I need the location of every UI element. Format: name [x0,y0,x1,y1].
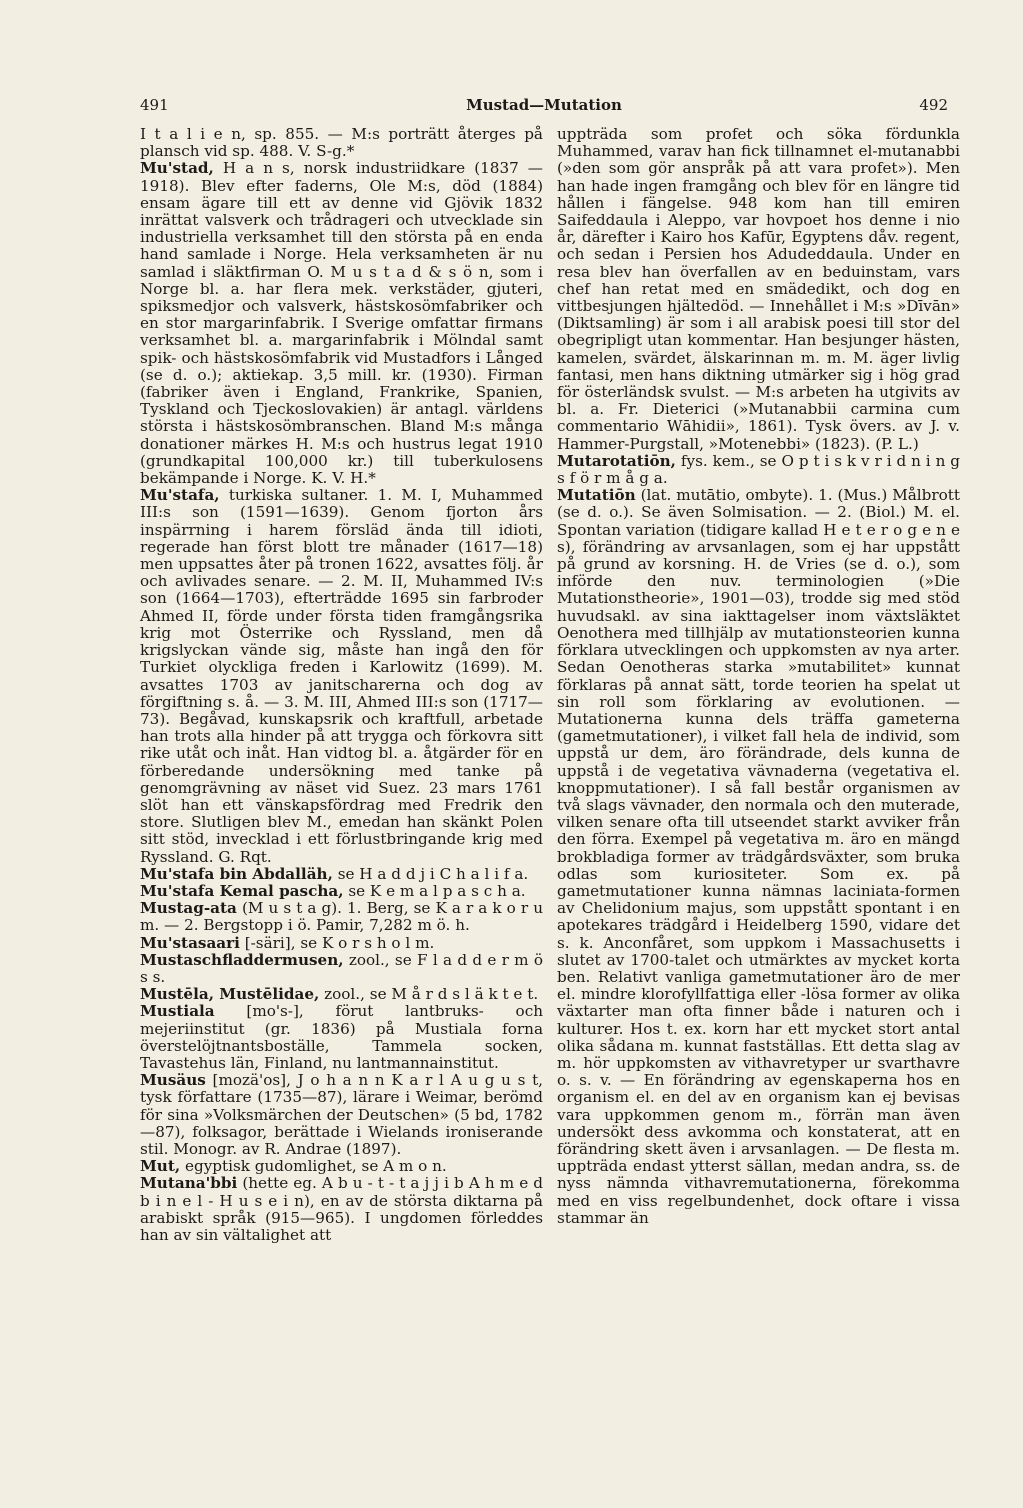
entry-italien-continued: I t a l i e n, sp. 855. — M:s porträtt återges på plansch vid sp. 488. V. S-g.* [140,125,543,161]
entry-mustad: Mu'stad, H a n s, norsk industriidkare (1837 —1918). Blev efter faderns, Ole M:s, död (1884) ensam ägare till ett av denne vid Gjövik 1832 inrättat valsverk och trådrageri och utvecklade sin industriella verksamhet till den största på en enda hand samlade i Norge. Hela verksamheten är nu samlad i släktfirman O. M u s t a d & s ö n, som i Norge bl. a. har flera mek. verkstäder, gjuteri, spiksmedjor och valsverk, hästskosömfabriker och en stor margarinfabrik. I Sverige omfattar firmans verksamhet bl. a. margarinfabrik i Mölndal samt spik- och hästskosömfabrik vid Mustadfors i Långed (se d. o.); aktiekap. 3,5 mill. kr. (1930). Firman (fabriker även i England, Frankrike, Spanien, Tyskland och Tjeckoslovakien) är antagl. världens största i hästskosömbranschen. Bland M:s många donationer märkes H. M:s och hustrus legat 1910 (grundkapital 100,000 kr.) till tuberkulosens bekämpande i Norge. K. V. H.* [140,159,543,488]
entry-mut: Mut, egyptisk gudomlighet, se A m o n. [140,1157,447,1176]
running-title: Mustad—Mutation [466,96,622,114]
page-header [140,96,948,118]
entry-mutanabbi-continued: uppträda som profet och söka fördunkla Muhammed, varav han fick tillnamnet el-mutanabbi (»den som gör anspråk på att vara profet»). Men han hade ingen framgång och blev för en längre tid hållen i fängelse. 948 kom han till emiren Saifeddaula i Aleppo, var hovpoet hos denne i nio år, därefter i Kairo hos Kafūr, Egyptens dåv. regent, och sedan i Persien hos Adudeddaula. Under en resa blev han överfallen av en beduinstam, vars chef han retat med en smädedikt, och dog en vittbesjungen hjältedöd. — Innehållet i M:s »Dīvān» (Diktsamling) är som i all arabisk poesi till stor del obegripligt utan kommentar. Han besjunger hästen, kamelen, svärdet, älskarinnan m. m. M. äger livlig fantasi, men hans diktning utmärker sig i hög grad för österländsk svulst. — M:s arbeten ha utgivits av bl. a. Fr. Dieterici (»Mutanabbii carmina cum commentario Wāhidii», 1861). Tysk övers. av J. v. Hammer-Purgstall, »Motenebbi» (1823). (P. L.) [557,125,960,453]
entry-mustela: Mustēla, Mustēlidae, zool., se M å r d s l ä k t e t. [140,985,539,1004]
page-number-right: 492 [919,96,948,114]
entry-mustafa: Mu'stafa, turkiska sultaner. 1. M. I, Muhammed III:s son (1591—1639). Genom fjorton års inspärrning i harem försläd ända till idioti, regerade han först blott tre månader (1617—18) men uppsattes åter på tronen 1622, avsattes följ. år och avlivades senare. — 2. M. II, Muhammed IV:s son (1664—1703), efterträdde 1695 sin farbroder Ahmed II, förde under första tiden framgångsrika krig mot Österrike och Ryssland, men då krigslyckan vände sig, måste han ingå den för Turkiet olyckliga freden i Karlowitz (1699). M. avsattes 1703 av janitscharerna och dog av förgiftning s. å. — 3. M. III, Ahmed III:s son (1717—73). Begåvad, kunskapsrik och kraftfull, arbetade han trots alla hinder på att trygga och förkovra sitt rike utåt och inåt. Han vidtog bl. a. åtgärder för en förberedande undersökning med tanke på genomgrävning av näset vid Suez. 23 mars 1761 slöt han ett vänskapsfördrag med Fredrik den store. Slutligen blev M., emedan han skänkt Polen sitt stöd, invecklad i ett förlustbringande krig med Ryssland. G. Rqt. [140,486,543,866]
entry-mustafa-bin-abdallah: Mu'stafa bin Abdalläh, se H a d d j i C h a l i f a. [140,864,529,883]
entry-mustiala: Mustiala [mo's-], förut lantbruks- och mejeriinstitut (gr. 1836) på Mustiala forna överstelöjtnantsboställe, Tammela socken, Tavastehus län, Finland, nu lantmannainstitut. [140,1002,543,1072]
entry-mutarotation: Mutarotatiōn, fys. kem., se O p t i s k v r i d n i n g s f ö r m å g a. [557,451,960,488]
entry-mustag-ata: Mustag-ata (M u s t a g). 1. Berg, se K a r a k o r u m. — 2. Bergstopp i ö. Pamir, 7,282 m ö. h. [140,899,543,935]
entry-mutation: Mutatiōn (lat. mutātio, ombyte). 1. (Mus.) Målbrott (se d. o.). Se även Solmisation. — 2. (Biol.) M. el. Spontan variation (tidigare kallad H e t e r o g e n e s), förändring av arvsanlagen, som ej har uppstått på grund av korsning. H. de Vries (se d. o.), som införde den nuv. terminologien (»Die Mutationstheorie», 1901—03), trodde sig med stöd huvudsakl. av sina iakttagelser inom växtsläktet Oenothera med tillhjälp av mutationsteorien kunna förklara utvecklingen och uppkomsten av nya arter. Sedan Oenotheras starka »mutabilitet» kunnat förklaras på annat sätt, torde teorien ha spelat ut sin roll som förklaring av evolutionen. — Mutationerna kunna dels träffa gameterna (gametmutationer), i vilket fall hela de individ, som uppstå ur dem, äro förändrade, dels kunna de uppstå i de vegetativa vävnaderna (vegetativa el. knoppmutationer). I så fall består organismen av två slags vävnader, den normala och den muterade, vilken senare ofta till utseendet starkt avviker från den förra. Exempel på vegetativa m. äro en mängd brokbladiga former av trädgårdsväxter, som bruka odlas som kuriositeter. Som ex. på gametmutationer kunna nämnas laciniata-formen av Chelidonium majus, som uppstått spontant i en apotekares trädgård i Heidelberg 1590, vidare det s. k. Anconfåret, som uppkom i Massachusetts i slutet av 1700-talet och utmärktes av mycket korta ben. Relativt vanliga gametmutationer äro de mer el. mindre klorofyllfattiga eller -lösa former av olika växtarter man ofta finner både i naturen och i kulturer. Hos t. ex. korn har ett mycket stort antal olika sådana m. kunnat fastställas. Ett detta slag av m. hör uppkomsten av vithavretyper ur svarthavre o. s. v. — En förändring av egenskaperna hos en organism el. en del av en organism kan ej bevisas vara uppkommen genom m., förrän man även undersökt dess avkomma och konstaterat, att en förändring skett även i arvsanlagen. — De flesta m. uppträda endast ytterst sällan, medan andra, ss. de nyss nämnda vithavremutationerna, förekomma med en viss regelbundenhet, dock oftare i vissa stammar än [557,486,960,1227]
entry-mustafa-kemal: Mu'stafa Kemal pascha, se K e m a l p a s c h a. [140,881,526,900]
entry-musaus: Musäus [mozä'os], J o h a n n K a r l A u g u s t, tysk författare (1735—87), lärare i Weimar, berömd för sina »Volksmärchen der Deutschen» (5 bd, 1782—87), folksagor, berättade i Wielands ironiserande stil. Monogr. av R. Andrae (1897). [140,1071,543,1158]
entry-mutanabbi: Mutana'bbi (hette eg. A b u - t - t a j j i b A h m e d b i n e l - H u s e i n), en av de största diktarna på arabiskt språk (915—965). I ungdomen förleddes han av sin vältalighet att [140,1174,543,1244]
right-column [557,126,960,1227]
left-column [140,126,543,1244]
page-number-left: 491 [140,96,169,114]
entry-mustasaari: Mu'stasaari [-säri], se K o r s h o l m. [140,933,435,952]
entry-mustaschfladdermusen: Mustaschfladdermusen, zool., se F l a d d e r m ö s s. [140,950,543,986]
